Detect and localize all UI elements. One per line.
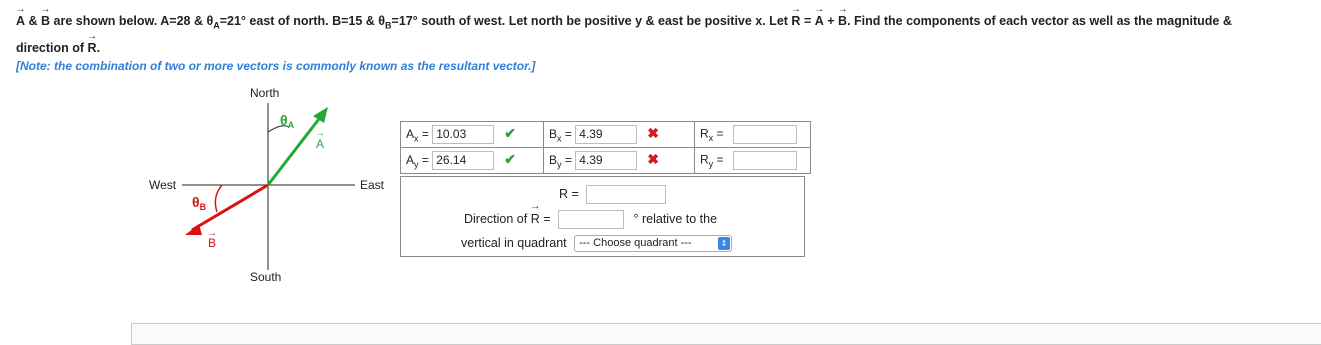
ry-eq: =: [716, 152, 724, 167]
ax-label: A: [406, 126, 415, 141]
vector-diagram: [140, 85, 390, 290]
quadrant-select[interactable]: [574, 235, 732, 252]
bx-label: B: [549, 126, 558, 141]
ax-check-icon: ✔: [504, 124, 516, 141]
amp-text: &: [28, 14, 38, 28]
problem-text-5: direction of: [16, 40, 85, 55]
quadrant-select-value: --- Choose quadrant ---: [579, 237, 692, 249]
bx-cross-icon: ✖: [647, 124, 659, 141]
ry-input[interactable]: [733, 151, 797, 170]
theta-a-subscript: A: [213, 20, 220, 31]
ay-input[interactable]: 26.14: [432, 151, 494, 170]
vector-b-arrowhead: [185, 224, 202, 235]
by-eq: =: [564, 152, 572, 167]
relative-text: ° relative to the: [633, 211, 718, 226]
direction-eq: =: [543, 211, 551, 226]
vector-r-symbol-2: → R: [88, 37, 97, 59]
ry-cell: [695, 148, 811, 174]
ay-eq: =: [421, 152, 429, 167]
ay-cell: [401, 148, 544, 174]
direction-input[interactable]: [558, 210, 624, 229]
theta-b-arc: [215, 185, 222, 212]
r-label: R =: [559, 186, 579, 201]
components-table: [400, 121, 811, 174]
by-cell: [544, 148, 695, 174]
rx-eq: =: [716, 126, 724, 141]
vector-b-symbol-2: → B: [838, 10, 847, 32]
ay-label: A: [406, 152, 415, 167]
ax-input[interactable]: 10.03: [432, 125, 494, 144]
problem-text-3: =17° south of west. Let north be positive y & east be positive x. Let: [391, 14, 788, 28]
vector-a-arrowhead: [313, 107, 328, 123]
bx-input[interactable]: 4.39: [575, 125, 637, 144]
east-label: East: [360, 178, 385, 192]
ry-sub: y: [708, 159, 714, 170]
ax-cell: [401, 122, 544, 148]
ax-eq: =: [421, 126, 429, 141]
ay-check-icon: ✔: [504, 150, 516, 167]
problem-statement: [16, 10, 1311, 59]
problem-text-4: . Find the components of each vector as well as the magnitude &: [847, 14, 1232, 28]
chevron-updown-icon: ⇕: [718, 237, 730, 250]
rx-sub: x: [708, 133, 714, 144]
rx-label: R: [700, 126, 709, 141]
equals-text: =: [803, 14, 812, 28]
vector-b-label-arrow: →: [207, 228, 217, 239]
quadrant-label: vertical in quadrant: [461, 235, 567, 250]
bottom-panel: [131, 323, 1321, 345]
plus-text: +: [827, 14, 835, 28]
theta-b-symbol: $\theta_B$: [192, 194, 207, 212]
ay-sub: y: [414, 159, 419, 170]
period-text: .: [96, 40, 101, 55]
vector-a-label-arrow: →: [315, 128, 325, 139]
vector-r-symbol: → R: [791, 10, 800, 32]
rx-input[interactable]: [733, 125, 797, 144]
ax-sub: x: [414, 133, 419, 144]
bx-cell: [544, 122, 695, 148]
quadrant-row: [461, 235, 732, 252]
rx-cell: [695, 122, 811, 148]
r-magnitude-input[interactable]: [586, 185, 666, 204]
by-cross-icon: ✖: [647, 150, 659, 167]
r-row: [559, 185, 666, 204]
vector-a-arrow: [268, 115, 325, 185]
by-label: B: [549, 152, 558, 167]
theta-a-symbol: $\theta_A$: [280, 112, 295, 130]
by-sub: y: [557, 159, 562, 170]
direction-label: Direction of: [464, 211, 528, 226]
vector-a-label: A: [316, 137, 325, 151]
problem-text-2: =21° east of north. B=15 & θ: [219, 14, 386, 28]
south-label: South: [250, 270, 282, 284]
vector-b-label: B: [208, 236, 217, 250]
direction-vector-r: → R: [531, 212, 540, 226]
vector-b-symbol: → B: [41, 10, 50, 32]
west-label: West: [149, 178, 177, 192]
theta-b-subscript: B: [385, 20, 392, 31]
direction-row: [464, 210, 717, 229]
north-label: North: [250, 86, 280, 100]
bx-eq: =: [564, 126, 572, 141]
bx-sub: x: [557, 133, 562, 144]
problem-text-1: are shown below. A=28 & θ: [53, 14, 214, 28]
vector-a-symbol: → A: [16, 10, 25, 32]
by-input[interactable]: 4.39: [575, 151, 637, 170]
vector-a-symbol-2: → A: [815, 10, 824, 32]
resultant-box: [400, 176, 805, 257]
resultant-note: [Note: the combination of two or more vectors is commonly known as the resultant vector.]: [16, 59, 536, 73]
ry-label: R: [700, 152, 709, 167]
